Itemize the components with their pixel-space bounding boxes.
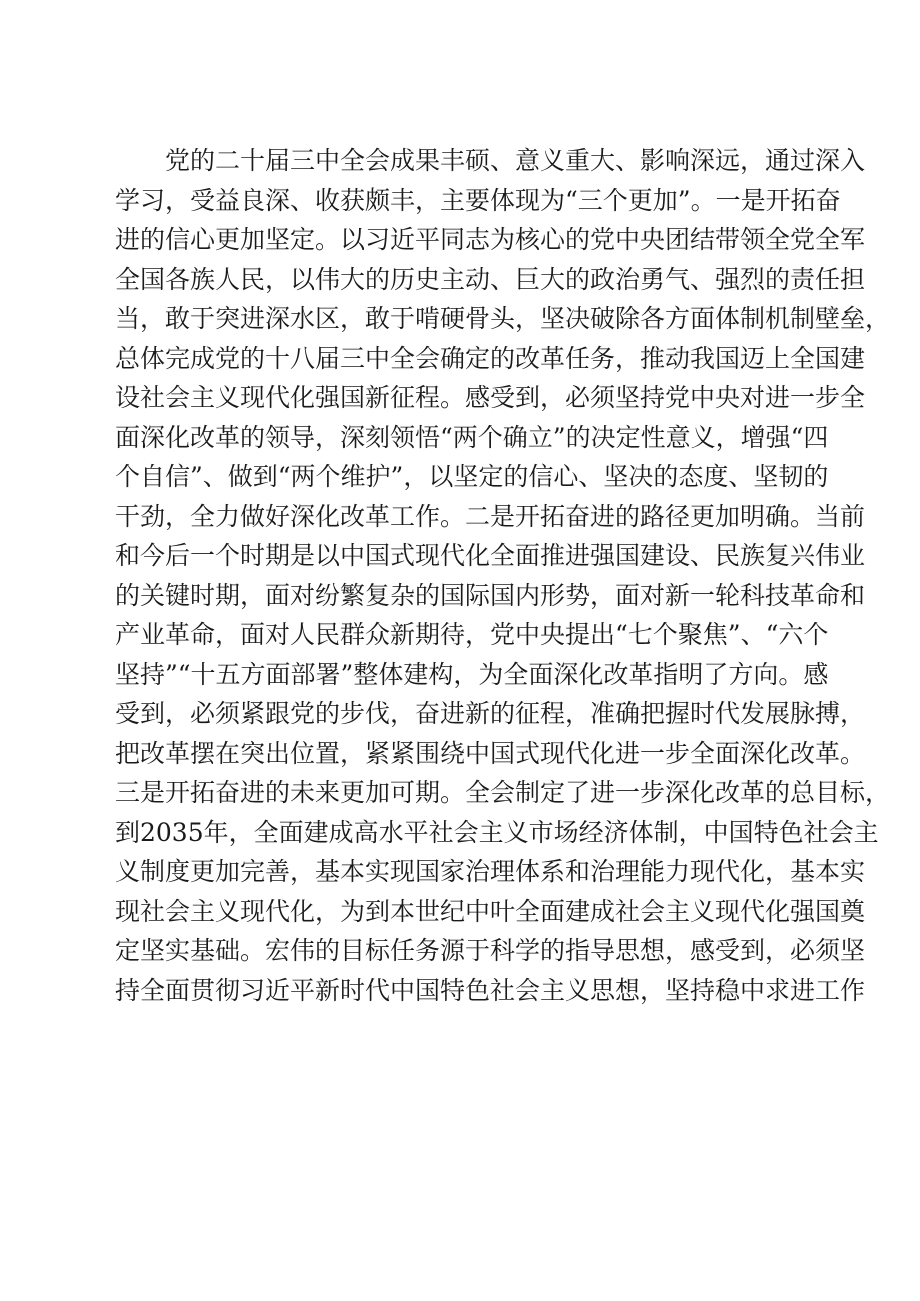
paragraph-line: 义制度更加完善，基本实现国家治理体系和治理能力现代化，基本实 bbox=[115, 857, 866, 886]
paragraph-line: 当，敢于突进深水区，敢于啃硬骨头，坚决破除各方面体制机制壁垒， bbox=[115, 304, 891, 333]
paragraph-line: 干劲，全力做好深化改革工作。二是开拓奋进的路径更加明确。当前 bbox=[115, 501, 866, 531]
paragraph-line: 到2035年，全面建成高水平社会主义市场经济体制，中国特色社会主 bbox=[115, 817, 879, 847]
paragraph-line: 党的二十届三中全会成果丰硕、意义重大、影响深远，通过深入 bbox=[165, 146, 866, 175]
paragraph-line: 学习，受益良深、收获颇丰，主要体现为“三个更加”。一是开拓奋 bbox=[115, 185, 841, 215]
body-paragraph bbox=[115, 141, 891, 1010]
paragraph-line: 总体完成党的十八届三中全会确定的改革任务，推动我国迈上全国建 bbox=[115, 343, 866, 373]
paragraph-line: 进的信心更加坚定。以习近平同志为核心的党中央团结带领全党全军 bbox=[115, 225, 866, 254]
paragraph-line: 现社会主义现代化，为到本世纪中叶全面建成社会主义现代化强国奠 bbox=[115, 896, 866, 926]
paragraph-line: 持全面贯彻习近平新时代中国特色社会主义思想，坚持稳中求进工作 bbox=[115, 975, 866, 1005]
paragraph-line: 全国各族人民，以伟大的历史主动、巨大的政治勇气、强烈的责任担 bbox=[115, 264, 866, 294]
paragraph-line: 设社会主义现代化强国新征程。感受到，必须坚持党中央对进一步全 bbox=[115, 383, 866, 412]
paragraph-line: 定坚实基础。宏伟的目标任务源于科学的指导思想，感受到，必须坚 bbox=[115, 936, 866, 965]
paragraph-line: 个自信”、做到“两个维护”，以坚定的信心、坚决的态度、坚韧的 bbox=[115, 462, 829, 491]
paragraph-line: 坚持”“十五方面部署”整体建构，为全面深化改革指明了方向。感 bbox=[115, 659, 829, 689]
paragraph-line: 的关键时期，面对纷繁复杂的国际国内形势，面对新一轮科技革命和 bbox=[115, 580, 866, 610]
paragraph-line: 和今后一个时期是以中国式现代化全面推进强国建设、民族复兴伟业 bbox=[115, 541, 866, 570]
paragraph-line: 三是开拓奋进的未来更加可期。全会制定了进一步深化改革的总目标， bbox=[115, 778, 891, 807]
paragraph-line: 产业革命，面对人民群众新期待，党中央提出“七个聚焦”、“六个 bbox=[115, 620, 829, 649]
paragraph-line: 面深化改革的领导，深刻领悟“两个确立”的决定性意义，增强“四 bbox=[115, 422, 829, 452]
paragraph-line: 把改革摆在突出位置，紧紧围绕中国式现代化进一步全面深化改革。 bbox=[115, 738, 866, 768]
paragraph-line: 受到，必须紧跟党的步伐，奋进新的征程，准确把握时代发展脉搏， bbox=[115, 699, 866, 728]
